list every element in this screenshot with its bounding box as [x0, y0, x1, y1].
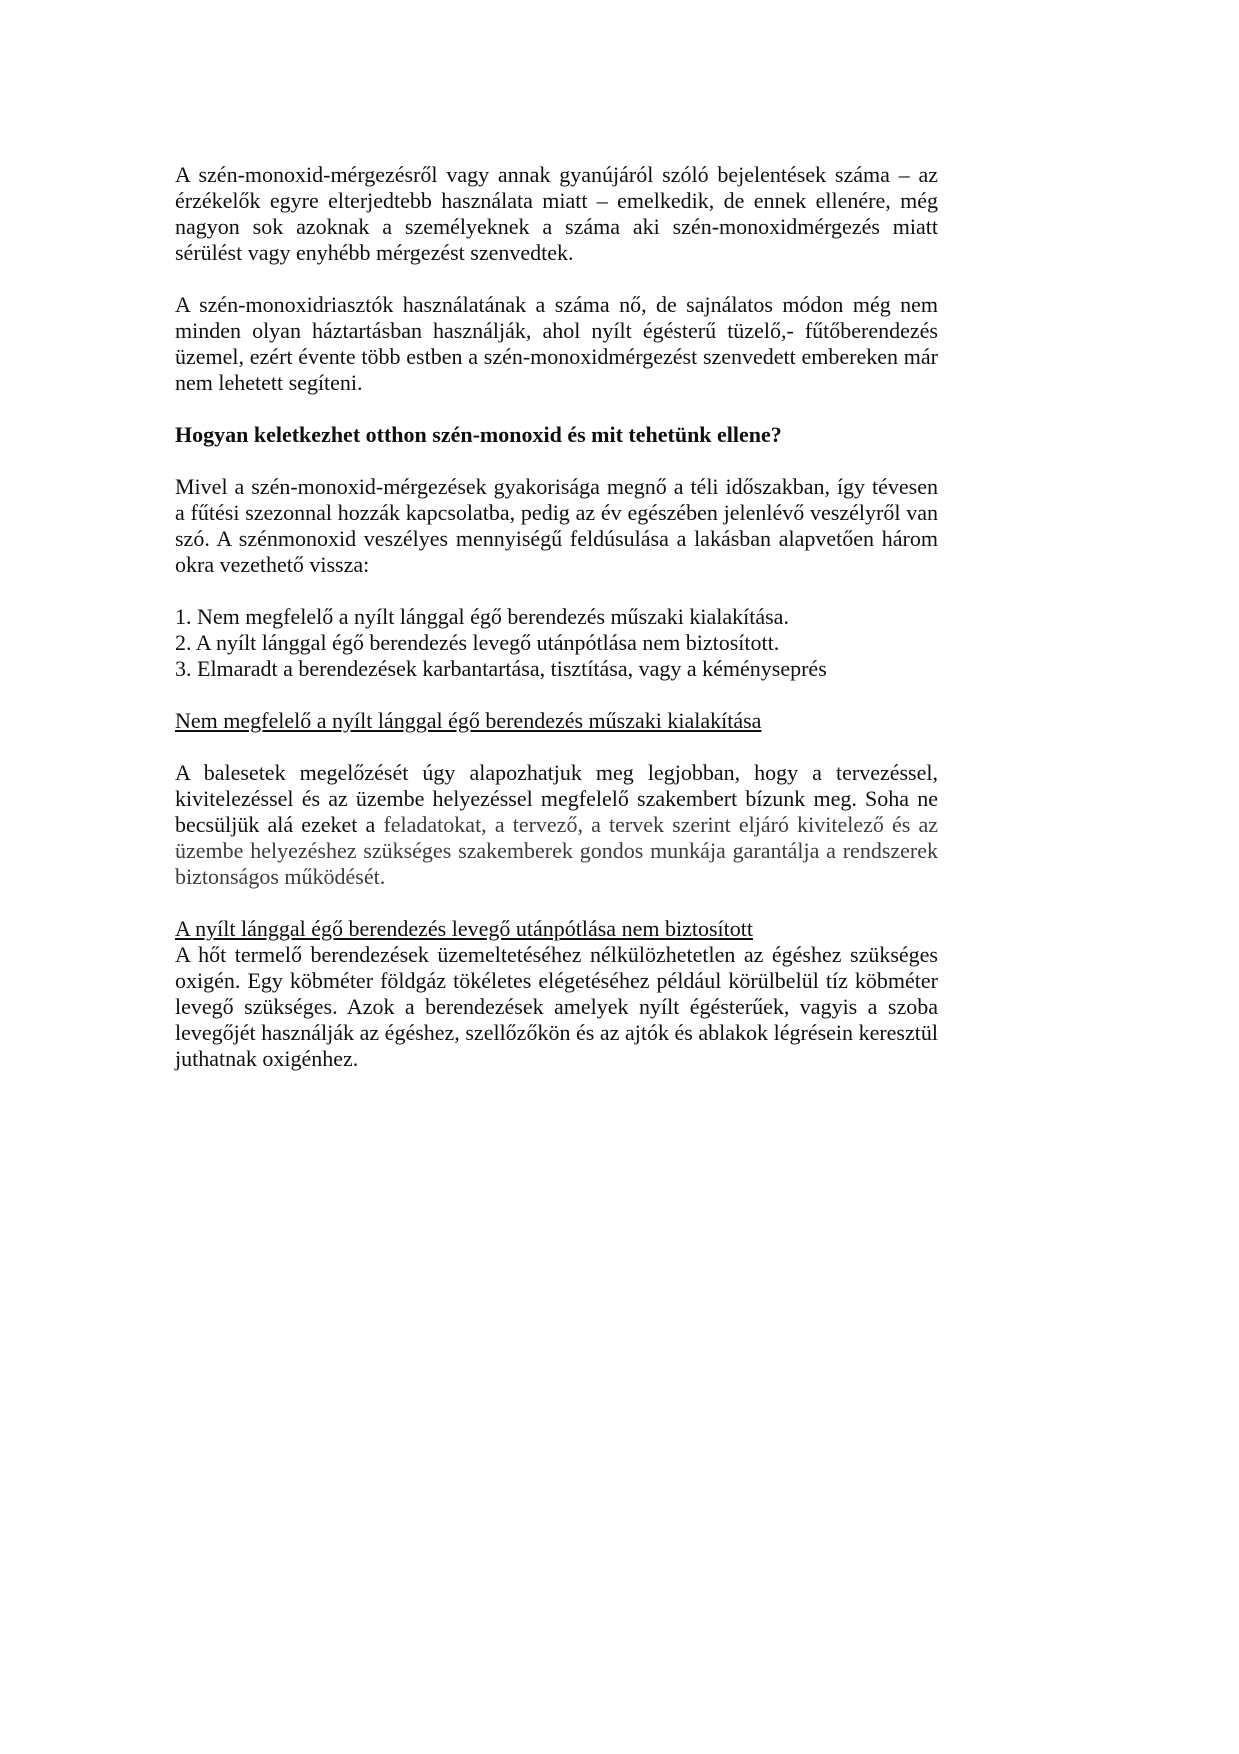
- paragraph-winter-season: Mivel a szén-monoxid-mérgezések gyakorisága megnő a téli időszakban, így tévesen a fűtési szezonnal hozzák kapcsolatba, pedig az év egészében jelenlévő veszélyről van szó. A szénmonoxid veszélyes mennyiségű feldúsulása a lakásban alapvetően három okra vezethető vissza:: [175, 474, 938, 577]
- document-content: [175, 162, 938, 1098]
- list-item-1: 1. Nem megfelelő a nyílt lánggal égő berendezés műszaki kialakítása.: [175, 604, 789, 629]
- paragraph-co-reports: A szén-monoxid-mérgezésről vagy annak gyanújáról szóló bejelentések száma – az érzékelők egyre elterjedtebb használata miatt – emelkedik, de ennek ellenére, még nagyon sok azoknak a személyeknek a száma aki szén-monoxidmérgezés miatt sérülést vagy enyhébb mérgezést szenvedtek.: [175, 162, 938, 265]
- paragraph-co-alarms: A szén-monoxidriasztók használatának a száma nő, de sajnálatos módon még nem minden olyan háztartásban használják, ahol nyílt égésterű tüzelő,- fűtőberendezés üzemel, ezért évente több estben a szén-monoxidmérgezést szenvedett embereken már nem lehetett segíteni.: [175, 292, 938, 395]
- subheading-technical-design: Nem megfelelő a nyílt lánggal égő berendezés műszaki kialakítása: [175, 708, 762, 733]
- numbered-list: [175, 604, 938, 682]
- section-heading-question: Hogyan keletkezhet otthon szén-monoxid és mit tehetünk ellene?: [175, 422, 782, 447]
- list-item-2: 2. A nyílt lánggal égő berendezés levegő utánpótlása nem biztosított.: [175, 630, 780, 655]
- subheading-air-supply: A nyílt lánggal égő berendezés levegő utánpótlása nem biztosított: [175, 916, 753, 941]
- list-item-3: 3. Elmaradt a berendezések karbantartása, tisztítása, vagy a kéményseprés: [175, 656, 827, 681]
- paragraph-accident-prevention-part2: feladatokat, a tervező, a tervek szerint eljáró kivitelező és az üzembe helyezéshez szükséges szakemberek gondos munkája garantálja a rendszerek biztonságos működését.: [175, 812, 938, 889]
- paragraph-accident-prevention: [175, 760, 938, 890]
- paragraph-oxygen-supply: A hőt termelő berendezések üzemeltetéséhez nélkülözhetetlen az égéshez szükséges oxigén. Egy köbméter földgáz tökéletes elégetéséhez például körülbelül tíz köbméter levegő szükséges. Azok a berendezések amelyek nyílt égésterűek, vagyis a szoba levegőjét használják az égéshez, szellőzőkön és az ajtók és ablakok légrésein keresztül juthatnak oxigénhez.: [175, 942, 938, 1071]
- paragraph-accident-prevention-part1: A balesetek megelőzését úgy alapozhatjuk meg legjobban, hogy a tervezéssel, kivitelezéssel és az üzembe helyezéssel megfelelő szakembert bízunk meg. Soha ne becsüljük alá ezeket a: [175, 760, 938, 837]
